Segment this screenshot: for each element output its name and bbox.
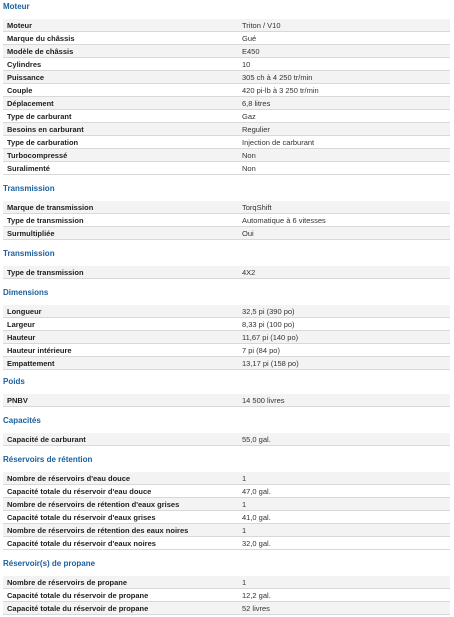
spec-row (3, 485, 450, 498)
spec-row (3, 433, 450, 446)
spec-row (3, 576, 450, 589)
spec-value: 32,0 gal. (242, 539, 271, 548)
section-title: Transmission (3, 184, 55, 193)
spec-table (3, 266, 450, 279)
spec-value: Injection de carburant (242, 138, 315, 147)
spec-label: Capacité totale du réservoir d'eau douce (7, 487, 152, 496)
spec-row (3, 331, 450, 344)
spec-value: 8,33 pi (100 po) (242, 320, 295, 329)
spec-value: E450 (242, 47, 260, 56)
spec-value: 14 500 livres (242, 396, 285, 405)
spec-row (3, 266, 450, 279)
spec-value: TorqShift (242, 203, 272, 212)
spec-row (3, 357, 450, 370)
spec-table (3, 19, 450, 175)
spec-table (3, 201, 450, 240)
spec-label: Nombre de réservoirs de propane (7, 578, 128, 587)
spec-row (3, 149, 450, 162)
spec-row (3, 394, 450, 407)
spec-label: Nombre de réservoirs d'eau douce (7, 474, 131, 483)
spec-label: Surmultipliée (7, 229, 55, 238)
spec-value: Triton / V10 (242, 21, 281, 30)
spec-value: 1 (242, 526, 247, 535)
spec-label: Puissance (7, 73, 45, 82)
spec-label: Capacité de carburant (7, 435, 86, 444)
spec-value: Oui (242, 229, 254, 238)
spec-value: Gué (242, 34, 257, 43)
spec-row (3, 97, 450, 110)
spec-value: 55,0 gal. (242, 435, 271, 444)
spec-label: Type de carburant (7, 112, 72, 121)
spec-row (3, 201, 450, 214)
spec-label: Nombre de réservoirs de rétention des eaux noires (7, 526, 189, 535)
spec-table (3, 472, 450, 550)
spec-row (3, 84, 450, 97)
spec-value: 47,0 gal. (242, 487, 271, 496)
spec-value: Regulier (242, 125, 270, 134)
spec-label: Type de carburation (7, 138, 79, 147)
spec-table (3, 433, 450, 446)
spec-row (3, 71, 450, 84)
spec-label: Capacité totale du réservoir de propane (7, 604, 149, 613)
spec-label: Largeur (7, 320, 35, 329)
spec-label: Moteur (7, 21, 32, 30)
spec-label: Hauteur (7, 333, 36, 342)
spec-value: 1 (242, 578, 247, 587)
spec-row (3, 472, 450, 485)
spec-value: Gaz (242, 112, 256, 121)
spec-label: Capacité totale du réservoir d'eaux grises (7, 513, 156, 522)
spec-value: 420 pi-lb à 3 250 tr/min (242, 86, 319, 95)
spec-row (3, 524, 450, 537)
spec-label: Déplacement (7, 99, 54, 108)
spec-row (3, 110, 450, 123)
spec-value: Automatique à 6 vitesses (242, 216, 326, 225)
spec-row (3, 227, 450, 240)
spec-row (3, 498, 450, 511)
spec-label: Empattement (7, 359, 55, 368)
spec-row (3, 589, 450, 602)
spec-value: 52 livres (242, 604, 270, 613)
spec-row (3, 19, 450, 32)
spec-value: 1 (242, 474, 247, 483)
spec-label: Longueur (7, 307, 42, 316)
spec-label: Cylindres (7, 60, 42, 69)
spec-row (3, 162, 450, 175)
spec-label: Capacité totale du réservoir de propane (7, 591, 149, 600)
spec-label: Type de transmission (7, 216, 84, 225)
spec-value: Non (242, 151, 256, 160)
spec-label: Hauteur intérieure (7, 346, 72, 355)
spec-value: 4X2 (242, 268, 256, 277)
section-title: Poids (3, 377, 25, 386)
spec-value: 32,5 pi (390 po) (242, 307, 295, 316)
spec-row (3, 511, 450, 524)
spec-label: Nombre de réservoirs de rétention d'eaux grises (7, 500, 180, 509)
spec-value: 12,2 gal. (242, 591, 271, 600)
spec-row (3, 602, 450, 615)
section-title: Moteur (3, 2, 30, 11)
spec-value: 6,8 litres (242, 99, 271, 108)
spec-value: 11,67 pi (140 po) (242, 333, 299, 342)
spec-table (3, 576, 450, 615)
spec-row (3, 123, 450, 136)
spec-label: Capacité totale du réservoir d'eaux noires (7, 539, 156, 548)
spec-value: Non (242, 164, 256, 173)
spec-row (3, 32, 450, 45)
spec-label: Marque de transmission (7, 203, 94, 212)
spec-row (3, 318, 450, 331)
spec-label: Couple (7, 86, 33, 95)
spec-label: Besoins en carburant (7, 125, 84, 134)
section-title: Réservoirs de rétention (3, 455, 93, 464)
spec-label: Turbocompressé (7, 151, 68, 160)
spec-value: 13,17 pi (158 po) (242, 359, 299, 368)
spec-value: 41,0 gal. (242, 513, 271, 522)
spec-row (3, 58, 450, 71)
spec-row (3, 537, 450, 550)
spec-row (3, 136, 450, 149)
section-title: Capacités (3, 416, 41, 425)
spec-row (3, 45, 450, 58)
spec-row (3, 344, 450, 357)
spec-label: PNBV (7, 396, 28, 405)
spec-row (3, 214, 450, 227)
section-title: Transmission (3, 249, 55, 258)
spec-value: 10 (242, 60, 251, 69)
spec-table (3, 305, 450, 370)
spec-row (3, 305, 450, 318)
spec-label: Type de transmission (7, 268, 84, 277)
spec-value: 305 ch à 4 250 tr/min (242, 73, 313, 82)
spec-label: Modèle de châssis (7, 47, 74, 56)
spec-value: 1 (242, 500, 247, 509)
spec-value: 7 pi (84 po) (242, 346, 280, 355)
spec-label: Suralimenté (7, 164, 50, 173)
spec-table (3, 394, 450, 407)
section-title: Réservoir(s) de propane (3, 559, 96, 568)
section-title: Dimensions (3, 288, 49, 297)
spec-label: Marque du châssis (7, 34, 75, 43)
